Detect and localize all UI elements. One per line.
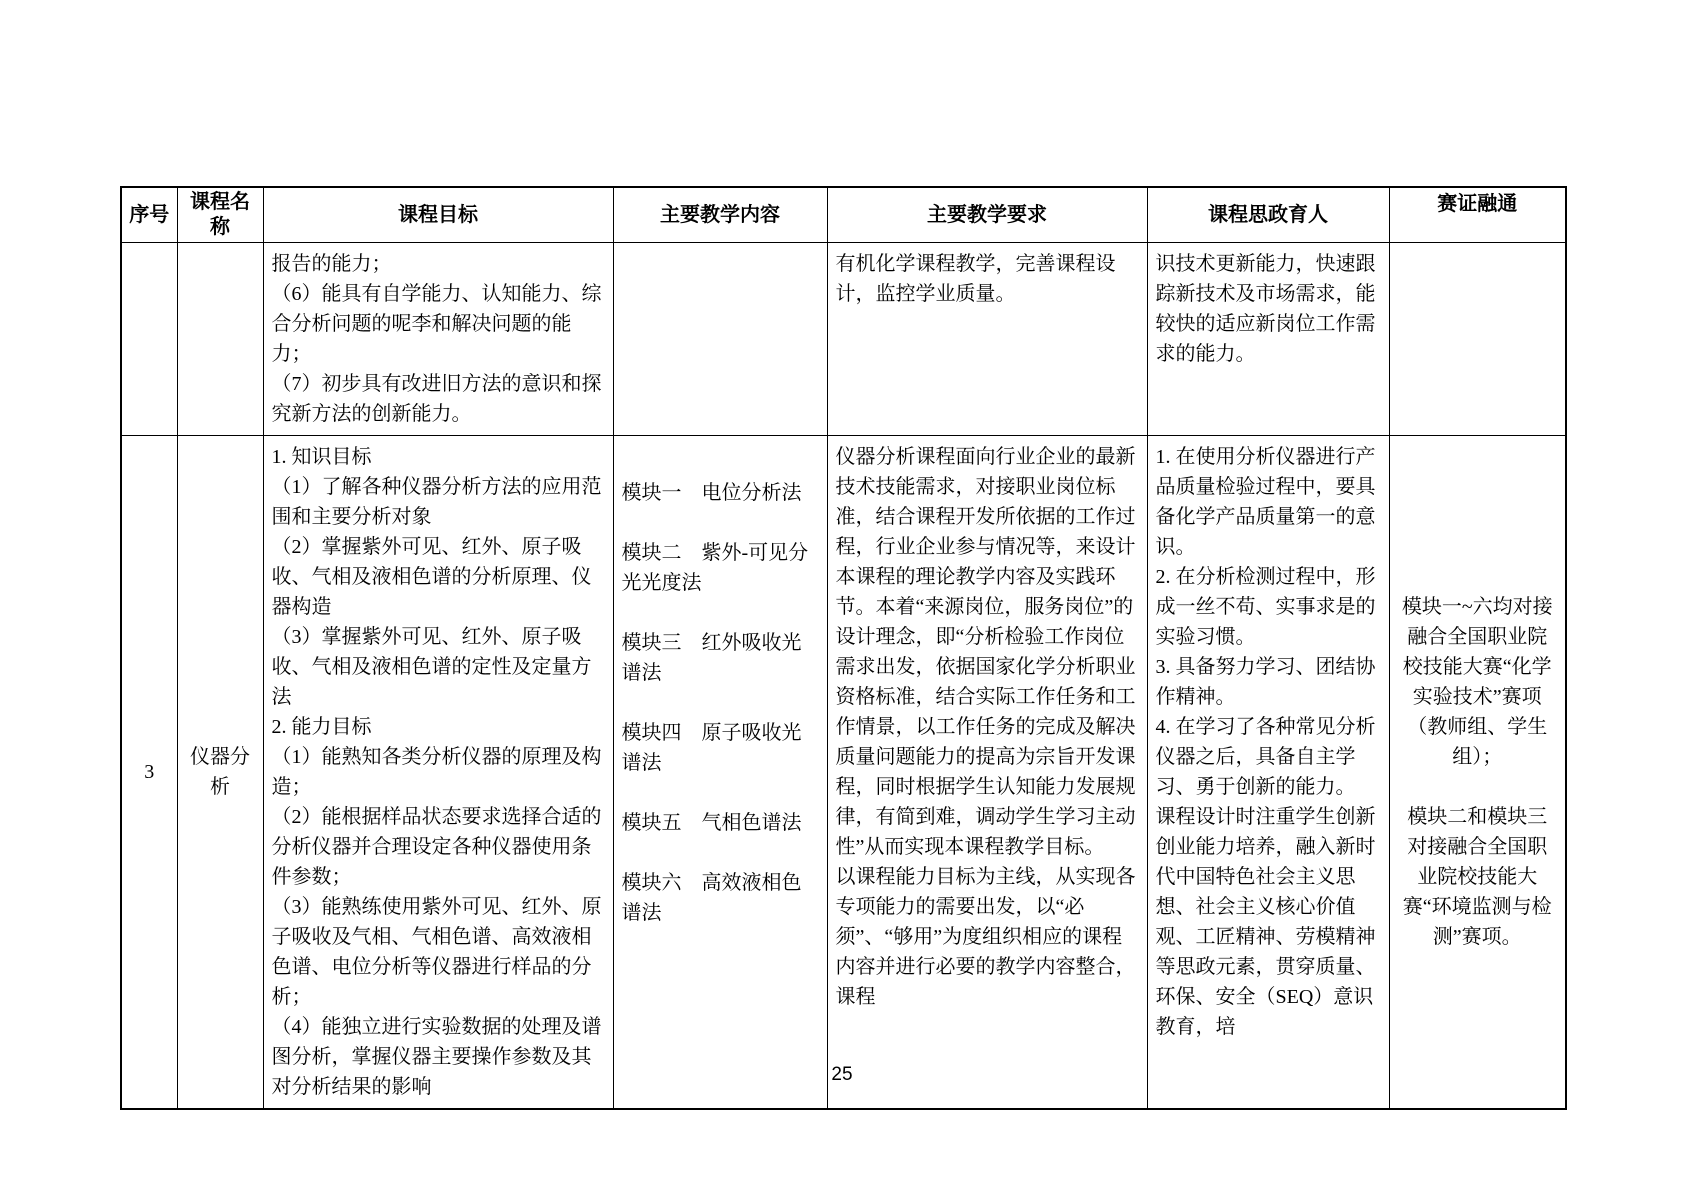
objective-item: （1）了解各种仪器分析方法的应用范围和主要分析对象 [271, 476, 602, 528]
requirement-item: 有机化学课程教学，完善课程设计，监控学业质量。 [835, 253, 1116, 305]
ideology-item: 课程设计时注重学生创新创业能力培养，融入新时代中国特色社会主义思想、社会主义核心价值观、工匠精神、劳模精神等思政元素，贯穿质量、环保、安全（SEQ）意识教育，培 [1155, 806, 1376, 1038]
header-seq: 序号 [121, 187, 177, 243]
objective-item: （2）能根据样品状态要求选择合适的分析仪器并合理设定各种仪器使用条件参数； [271, 806, 602, 888]
header-row [121, 187, 1566, 243]
teaching-requirements-cell [827, 243, 1147, 436]
objective-item: （3）掌握紫外可见、红外、原子吸收、气相及液相色谱的定性及定量方法 [271, 626, 592, 708]
ideology-item: 3. 具备努力学习、团结协作精神。 [1155, 656, 1376, 708]
module-item: 模块六 高效液相色谱法 [621, 872, 802, 924]
header-competition-certificate: 赛证融通 [1389, 187, 1566, 243]
objectives-cell [263, 436, 613, 1110]
ideology-education-cell [1147, 243, 1389, 436]
competition-item: 模块二和模块三对接融合全国职业院校技能大赛“环境监测与检测”赛项。 [1402, 806, 1552, 948]
objective-item: （1）能熟知各类分析仪器的原理及构造； [271, 746, 602, 798]
header-objectives: 课程目标 [263, 187, 613, 243]
teaching-content-cell [613, 243, 827, 436]
objective-item: 报告的能力； [271, 253, 392, 275]
table-row-instrument-analysis [121, 436, 1566, 1110]
requirement-item: 仪器分析课程面向行业企业的最新技术技能需求，对接职业岗位标准，结合课程开发所依据的工作过程，行业企业参与情况等，来设计本课程的理论教学内容及实践环节。本着“来源岗位，服务岗位”的设计理念，即“分析检验工作岗位需求出发，依据国家化学分析职业资格标准，结合实际工作任务和工作情景，以工作任务的完成及解决质量问题能力的提高为宗旨开发课程，同时根据学生认知能力发展规律，有简到难，调动学生学习主动性”从而实现本课程教学目标。 [835, 446, 1136, 858]
page-number: 25 [831, 1064, 853, 1085]
header-teaching-requirements: 主要教学要求 [827, 187, 1147, 243]
header-teaching-content: 主要教学内容 [613, 187, 827, 243]
competition-certificate-cell [1389, 243, 1566, 436]
ideology-item: 识技术更新能力，快速跟踪新技术及市场需求，能较快的适应新岗位工作需求的能力。 [1155, 253, 1376, 365]
objective-item: （2）掌握紫外可见、红外、原子吸收、气相及液相色谱的分析原理、仪器构造 [271, 536, 592, 618]
module-item: 模块二 紫外-可见分光光度法 [621, 542, 809, 594]
competition-item: 模块一~六均对接融合全国职业院校技能大赛“化学实验技术”赛项（教师组、学生组）； [1401, 596, 1553, 768]
objectives-cell [263, 243, 613, 436]
module-item: 模块一 电位分析法 [621, 482, 802, 504]
objective-item: 1. 知识目标 [271, 446, 372, 468]
objective-item: （4）能独立进行实验数据的处理及谱图分析，掌握仪器主要操作参数及其对分析结果的影响 [271, 1016, 602, 1098]
seq-cell: 3 [121, 436, 177, 1110]
objective-item: （3）能熟练使用紫外可见、红外、原子吸收及气相、气相色谱、高效液相色谱、电位分析等仪器进行样品的分析； [271, 896, 602, 1008]
requirement-item: 以课程能力目标为主线，从实现各专项能力的需要出发，以“必须”、“够用”为度组织相应的课程内容并进行必要的教学内容整合，课程 [835, 866, 1136, 1008]
header-ideology-education: 课程思政育人 [1147, 187, 1389, 243]
course-name-cell: 仪器分析 [177, 436, 263, 1110]
ideology-item: 2. 在分析检测过程中，形成一丝不苟、实事求是的实验习惯。 [1155, 566, 1376, 648]
course-name-cell [177, 243, 263, 436]
module-item: 模块四 原子吸收光谱法 [621, 722, 802, 774]
teaching-content-cell [613, 436, 827, 1110]
objective-item: 2. 能力目标 [271, 716, 372, 738]
module-item: 模块三 红外吸收光谱法 [621, 632, 802, 684]
module-item: 模块五 气相色谱法 [621, 812, 802, 834]
ideology-item: 4. 在学习了各种常见分析仪器之后，具备自主学习、勇于创新的能力。 [1155, 716, 1376, 798]
objective-item: （6）能具有自学能力、认知能力、综合分析问题的呢李和解决问题的能力； [271, 283, 602, 365]
ideology-education-cell [1147, 436, 1389, 1110]
competition-certificate-cell [1389, 436, 1566, 1110]
objective-item: （7）初步具有改进旧方法的意识和探究新方法的创新能力。 [271, 373, 602, 425]
teaching-requirements-cell [827, 436, 1147, 1110]
header-course-name: 课程名称 [177, 187, 263, 243]
ideology-item: 1. 在使用分析仪器进行产品质量检验过程中，要具备化学产品质量第一的意识。 [1155, 446, 1376, 558]
table-row-continuation [121, 243, 1566, 436]
seq-cell [121, 243, 177, 436]
curriculum-table [120, 186, 1567, 1110]
